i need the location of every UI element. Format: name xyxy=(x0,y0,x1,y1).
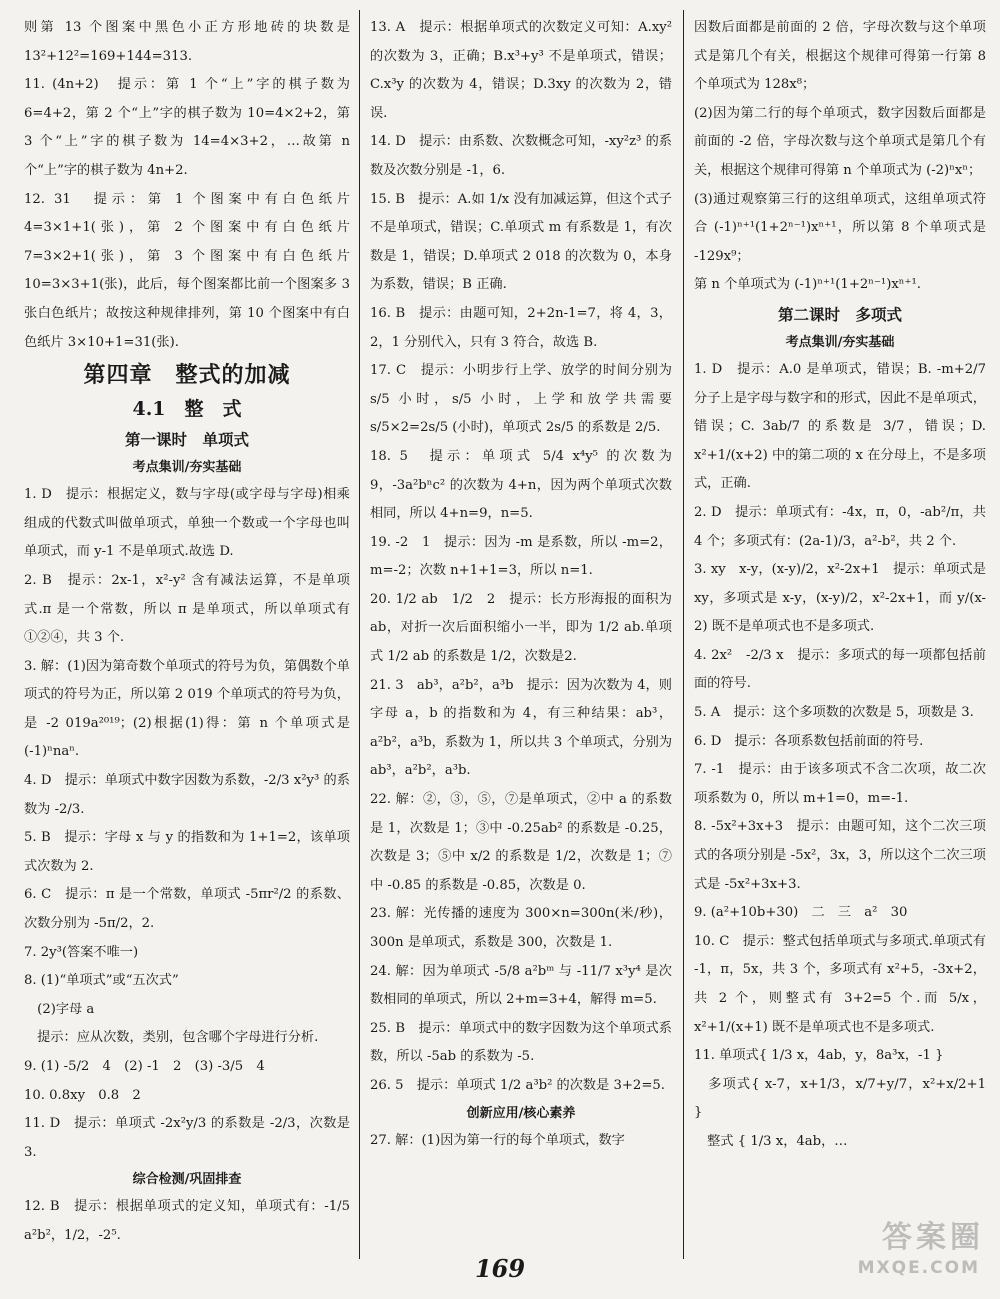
answer-paragraph: 6. C 提示：π 是一个常数，单项式 -5πr²/2 的系数、次数分别为 -5π/2，2. xyxy=(24,887,350,932)
answer-paragraph: 27. 解：(1)因为第一行的每个单项式，数字 xyxy=(370,1132,625,1148)
answer-paragraph: 第 n 个单项式为 (-1)ⁿ⁺¹(1+2ⁿ⁻¹)xⁿ⁺¹. xyxy=(694,277,921,293)
watermark-logo: 答案圈 xyxy=(882,1220,984,1255)
answer-paragraph: 9. (a²+10b+30) 二 三 a² 30 xyxy=(694,905,908,921)
answer-paragraph: 8. -5x²+3x+3 提示：由题可知，这个二次三项式的各项分别是 -5x²，3x，3，所以这个二次三项式是 -5x²+3x+3. xyxy=(694,819,986,892)
column-divider-left xyxy=(359,10,360,1259)
subsection-heading: 综合检测/巩固排查 xyxy=(132,1172,242,1188)
answer-paragraph: 14. D 提示：由系数、次数概念可知，-xy²z³ 的系数及次数分别是 -1，6. xyxy=(370,134,672,178)
answer-paragraph: 25. B 提示：单项式中的数字因数为这个单项式系数，所以 -5ab 的系数为 -5. xyxy=(370,1020,672,1065)
answer-paragraph: 3. xy x-y，(x-y)/2，x²-2x+1 提示：单项式是 xy，多项式是 x-y，(x-y)/2，x²-2x+1，而 y/(x-2) 既不是单项式也不是多项式. xyxy=(694,562,986,635)
answer-paragraph: 26. 5 提示：单项式 1/2 a³b² 的次数是 3+2=5. xyxy=(370,1077,665,1093)
answer-paragraph: 13. A 提示：根据单项式的次数定义可知：A.xy² 的次数为 3，正确；B.x³+y³ 不是单项式，错误；C.x³y 的次数为 4，错误；D.3xy 的次数为 2，错误. xyxy=(370,20,672,121)
answer-paragraph: 10. 0.8xy 0.8 2 xyxy=(24,1087,141,1103)
answer-paragraph: 多项式{ x-7，x+1/3，x/7+y/7，x²+x/2+1 } xyxy=(694,1076,986,1121)
section-heading: 4.1 整 式 xyxy=(132,398,242,421)
page-number: 169 xyxy=(474,1254,526,1283)
subsection-heading: 考点集训/夯实基础 xyxy=(785,334,895,350)
answer-paragraph: 2. D 提示：单项式有：-4x，π，0，-ab²/π，共 4 个；多项式有：(2a-1)/3，a²-b²，共 2 个. xyxy=(694,504,986,549)
answer-paragraph: 因数后面都是前面的 2 倍，字母次数与这个单项式是第几个有关，根据这个规律可得第一行第 8 个单项式为 128x⁸； xyxy=(694,20,986,93)
answer-paragraph: 22. 解：②，③，⑤，⑦是单项式，②中 a 的系数是 1，次数是 1；③中 -0.25ab² 的系数是 -0.25，次数是 3；⑤中 x/2 的系数是 1/2，次数是 1；⑦中 -0.85 的系数是 -0.85，次数是 0. xyxy=(370,792,672,893)
answer-paragraph: 9. (1) -5/2 4 (2) -1 2 (3) -3/5 4 xyxy=(24,1059,265,1074)
answer-paragraph: 18. 5 提示：单项式 5/4 x⁴y⁵ 的次数为 9，-3a²bⁿc² 的次数为 4+n，因为两个单项式次数相同，所以 4+n=9，n=5. xyxy=(370,448,672,522)
answer-paragraph: 23. 解：光传播的速度为 300×n=300n(米/秒)，300n 是单项式，系数是 300，次数是 1. xyxy=(370,906,672,950)
answer-paragraph: 5. A 提示：这个多项数的次数是 5，项数是 3. xyxy=(694,705,974,721)
answer-column-left xyxy=(24,14,350,1251)
answer-paragraph: 1. D 提示：A.0 是单项式，错误；B. -m+2/7 分子上是字母与数字和的形式，因此不是单项式，错误；C. 3ab/7 的系数是 3/7，错误；D. x²+1/(x+2) 中的第二项的 x 在分母上，不是多项式，正确. xyxy=(694,361,986,492)
answer-paragraph: 11. 单项式{ 1/3 x，4ab，y，8a³x，-1 } xyxy=(694,1048,944,1064)
answer-paragraph: 11. D 提示：单项式 -2x²y/3 的系数是 -2/3，次数是 3. xyxy=(24,1116,350,1160)
answer-paragraph: 8. (1)“单项式”或“五次式” xyxy=(24,973,179,989)
answer-paragraph: 整式 { 1/3 x，4ab，… xyxy=(694,1133,848,1149)
answer-paragraph: 24. 解：因为单项式 -5/8 a²bᵐ 与 -11/7 x³y⁴ 是次数相同的单项式，所以 2+m=3+4，解得 m=5. xyxy=(370,963,672,1008)
answer-paragraph: 2. B 提示：2x-1，x²-y² 含有减法运算，不是单项式.π 是一个常数，所以 π 是单项式，所以单项式有①②④，共 3 个. xyxy=(24,572,350,646)
answer-paragraph: 7. 2y³(答案不唯一) xyxy=(24,944,139,960)
answer-paragraph: 5. B 提示：字母 x 与 y 的指数和为 1+1=2，该单项式次数为 2. xyxy=(24,830,350,874)
answer-paragraph: 12. 31 提示：第 1 个图案中有白色纸片 4=3×1+1(张)，第 2 个图案中有白色纸片 7=3×2+1(张)，第 3 个图案中有白色纸片 10=3×3+1(张)，此后，每个图案都比前一个图案多 3 张白色纸片；故按这种规律排列，第 10 个图案中有白色纸片 3×10+1=31(张). xyxy=(24,191,350,350)
answer-paragraph: 提示：应从次数，类别，包含哪个字母进行分析. xyxy=(24,1030,319,1046)
chapter-heading: 第四章 整式的加减 xyxy=(83,362,291,389)
lesson-heading: 第一课时 单项式 xyxy=(124,430,249,450)
subsection-heading: 创新应用/核心素养 xyxy=(466,1105,576,1121)
column-divider-right xyxy=(683,10,684,1259)
answer-paragraph: 7. -1 提示：由于该多项式不含二次项，故二次项系数为 0，所以 m+1=0，m=-1. xyxy=(694,762,986,806)
answer-column-middle xyxy=(370,14,672,1155)
answer-paragraph: 10. C 提示：整式包括单项式与多项式.单项式有 -1，π，5x，共 3 个，多项式有 x²+5，-3x+2，共 2 个，则整式有 3+2=5 个.而 5/x，x²+1/(x+1) 既不是单项式也不是多项式. xyxy=(694,933,986,1035)
answer-paragraph: 1. D 提示：根据定义，数与字母(或字母与字母)相乘组成的代数式叫做单项式，单独一个数或一个字母也叫单项式，而 y-1 不是单项式.故选 D. xyxy=(24,487,350,560)
answer-paragraph: (2)字母 a xyxy=(24,1001,95,1017)
answer-paragraph: 16. B 提示：由题可知，2+2n-1=7，将 4，3，2，1 分别代入，只有 3 符合，故选 B. xyxy=(370,305,672,350)
answer-paragraph: 15. B 提示：A.如 1/x 没有加减运算，但这个式子不是单项式，错误；C.单项式 m 有系数是 1，有次数是 1，错误；D.单项式 2 018 的次数为 0，本身为系数，错误；B 正确. xyxy=(370,191,672,293)
answer-paragraph: 3. 解：(1)因为第奇数个单项式的符号为负，第偶数个单项式的符号为正，所以第 2 019 个单项式的符号为负，是 -2 019a²⁰¹⁹；(2)根据(1)得：第 n 个单项式是 (-1)ⁿnaⁿ. xyxy=(24,658,350,760)
answer-paragraph: 19. -2 1 提示：因为 -m 是系数，所以 -m=2，m=-2；次数 n+1+1=3，所以 n=1. xyxy=(370,534,672,579)
lesson-heading: 第二课时 多项式 xyxy=(777,304,902,324)
answer-paragraph: 21. 3 ab³，a²b²，a³b 提示：因为次数为 4，则字母 a，b 的指数和为 4，有三种结果：ab³，a²b²，a³b，系数为 1，所以共 3 个单项式，分别为 ab³，a²b²，a³b. xyxy=(370,677,673,779)
answer-paragraph: 20. 1/2 ab 1/2 2 提示：长方形海报的面积为 ab，对折一次后面积缩小一半，即为 1/2 ab.单项式 1/2 ab 的系数是 1/2，次数是2. xyxy=(370,591,672,665)
answer-paragraph: 6. D 提示：各项系数包括前面的符号. xyxy=(694,733,924,749)
answer-paragraph: 4. D 提示：单项式中数字因数为系数，-2/3 x²y³ 的系数为 -2/3. xyxy=(24,773,350,817)
answer-paragraph: 则第 13 个图案中黑色小正方形地砖的块数是 13²+12²=169+144=313. xyxy=(24,20,350,64)
answer-paragraph: 12. B 提示：根据单项式的定义知，单项式有：-1/5 a²b²，1/2，-2⁵. xyxy=(24,1199,350,1243)
answer-paragraph: (2)因为第二行的每个单项式，数字因数后面都是前面的 -2 倍，字母次数与这个单项式是第几个有关，根据这个规律可得第 n 个单项式为 (-2)ⁿxⁿ； xyxy=(694,105,986,178)
answer-paragraph: 11. (4n+2) 提示：第 1 个“上”字的棋子数为 6=4+2，第 2 个“上”字的棋子数为 10=4×2+2，第 3 个“上”字的棋子数为 14=4×3+2，…故第 n 个“上”字的棋子数为 4n+2. xyxy=(24,77,350,178)
answer-paragraph: (3)通过观察第三行的这组单项式，这组单项式符合 (-1)ⁿ⁺¹(1+2ⁿ⁻¹)xⁿ⁺¹，所以第 8 个单项式是 -129x⁹； xyxy=(694,191,986,264)
subsection-heading: 考点集训/夯实基础 xyxy=(132,460,242,476)
answer-paragraph: 4. 2x² -2/3 x 提示：多项式的每一项都包括前面的符号. xyxy=(694,647,986,692)
answer-column-right xyxy=(694,14,986,1157)
answer-paragraph: 17. C 提示：小明步行上学、放学的时间分别为 s/5 小时，s/5 小时，上学和放学共需要 s/5×2=2s/5 (小时)，单项式 2s/5 的系数是 2/5. xyxy=(370,363,672,436)
watermark-url: MXQE.COM xyxy=(857,1258,980,1278)
